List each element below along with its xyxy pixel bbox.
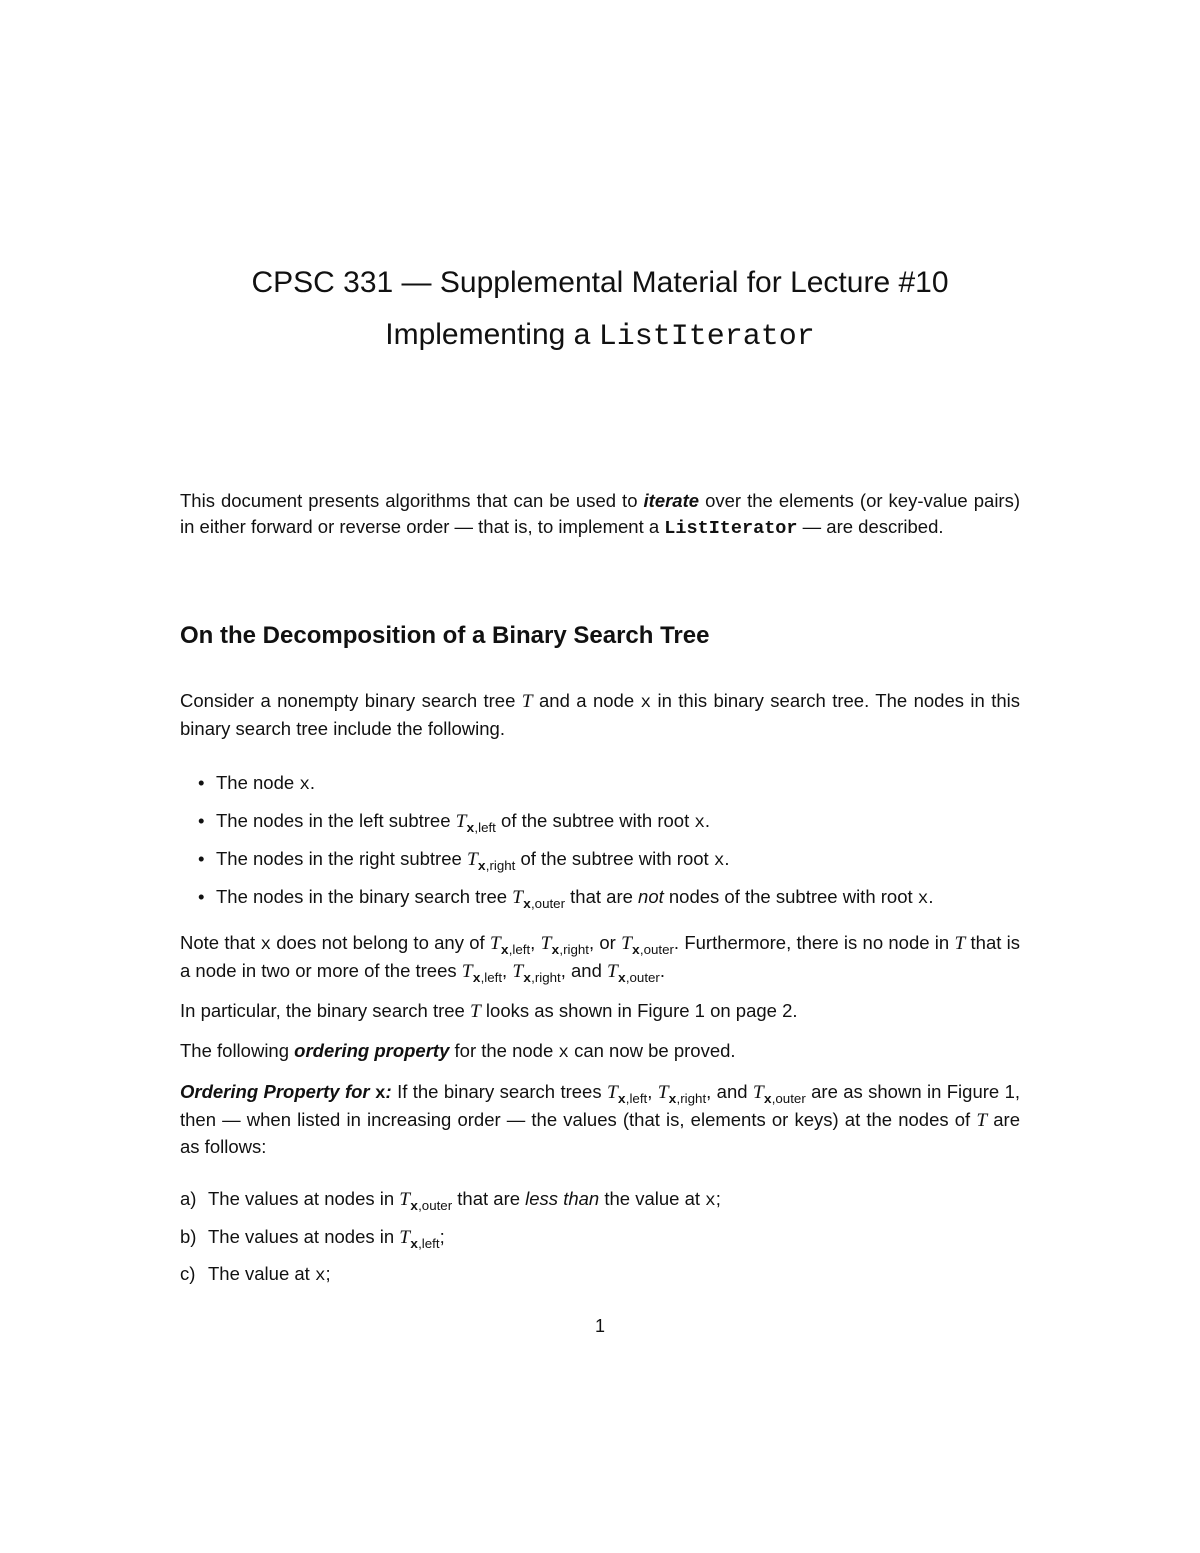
- subscript-label: right: [563, 941, 589, 957]
- item-label: b): [180, 1226, 197, 1247]
- math-T: T: [489, 933, 501, 954]
- subscript: [523, 896, 565, 911]
- subscript: [523, 970, 561, 985]
- note-text: Note that: [180, 932, 261, 953]
- consider-text-1: Consider a nonempty binary search tree: [180, 690, 522, 711]
- subscript-comma: ,: [508, 941, 513, 957]
- subscript-label: outer: [775, 1090, 806, 1106]
- consider-text-2: and a node: [532, 690, 641, 711]
- bullet-dot: •: [198, 810, 205, 831]
- subscript-comma: ,: [418, 1235, 422, 1251]
- intro-text-1: This document presents algorithms that can be used to: [180, 490, 644, 511]
- subscript-comma: ,: [771, 1090, 776, 1106]
- subscript-label: left: [512, 941, 531, 957]
- consider-paragraph: [180, 688, 1020, 742]
- subscript-label: outer: [643, 941, 674, 957]
- math-T: T: [461, 961, 473, 982]
- following-text: for the node: [449, 1040, 559, 1061]
- subtitle-prefix: Implementing a: [385, 318, 599, 351]
- subscript-x: x: [523, 970, 532, 986]
- bullet-dot: •: [198, 886, 205, 907]
- consider-text-3: in this binary search tree. The nodes in this binary search tree include the following.: [180, 690, 1020, 739]
- note-text: that is a node in two or more of the trees: [180, 932, 1020, 981]
- item-text: that are: [452, 1188, 526, 1209]
- subscript-x: x: [617, 970, 626, 986]
- subscript: [410, 1236, 439, 1251]
- subscript: [764, 1091, 806, 1106]
- bullet-text: .: [724, 848, 730, 869]
- note-text: . Furthermore, there is no node in: [673, 932, 955, 953]
- following-text: The following: [180, 1040, 295, 1061]
- document-subtitle: [0, 315, 1200, 357]
- list-item: [198, 884, 1020, 912]
- ordering-text: , and: [706, 1081, 753, 1102]
- item-text: ;: [715, 1188, 721, 1209]
- item-text: ;: [325, 1263, 331, 1284]
- note-text: .: [659, 960, 665, 981]
- subscript-comma: ,: [474, 819, 479, 835]
- note-paragraph: [180, 930, 1020, 985]
- math-x: x: [713, 851, 725, 871]
- particular-text: looks as shown in Figure 1 on page 2.: [480, 1000, 798, 1021]
- bullet-text: of the subtree with root: [515, 848, 714, 869]
- math-T: T: [657, 1082, 669, 1103]
- math-x: x: [299, 775, 310, 795]
- subscript-comma: ,: [559, 941, 564, 957]
- subscript: [618, 970, 660, 985]
- ordering-text: are as follows:: [180, 1109, 1020, 1157]
- math-x: x: [640, 693, 652, 713]
- ordering-text: are as shown in Figure 1, then — when listed in increasing order — the values (that is, elements or keys) at the nodes of: [180, 1081, 1020, 1130]
- bullet-text: The nodes in the right subtree: [216, 848, 467, 869]
- intro-code: ListIterator: [664, 518, 798, 539]
- subscript-label: outer: [629, 969, 660, 985]
- subscript-x: x: [500, 942, 509, 958]
- ordering-property-paragraph: [180, 1079, 1020, 1160]
- ordering-text: If the binary search trees: [391, 1081, 607, 1102]
- subscript-label: left: [478, 819, 496, 835]
- math-x: x: [314, 1266, 326, 1286]
- subscript-x: x: [551, 942, 560, 958]
- bullet-text: The nodes in the left subtree: [216, 810, 456, 831]
- subscript-comma: ,: [418, 1197, 422, 1213]
- math-T: T: [469, 1001, 481, 1022]
- note-text: does not belong to any of: [271, 932, 490, 953]
- intro-paragraph: [180, 488, 1020, 542]
- subscript-x: x: [668, 1091, 677, 1107]
- subscript: [478, 858, 516, 873]
- intro-block: [180, 488, 1020, 542]
- math-x: x: [260, 935, 271, 955]
- math-T: T: [512, 887, 523, 908]
- item-text: The value at: [208, 1263, 315, 1284]
- subscript: [501, 942, 530, 957]
- list-item: [198, 846, 1020, 874]
- bullet-text: .: [704, 810, 711, 831]
- ordering-text: ,: [647, 1081, 658, 1102]
- bullet-text: nodes of the subtree with root: [663, 886, 918, 907]
- math-T: T: [512, 961, 524, 982]
- intro-text-3: — are described.: [797, 516, 944, 537]
- subscript-x: x: [477, 858, 486, 874]
- list-item: [198, 808, 1020, 836]
- math-x: x: [694, 813, 705, 833]
- emphasis-not: not: [638, 886, 664, 907]
- math-T: T: [976, 1110, 988, 1131]
- subtitle-code: ListIterator: [598, 320, 815, 354]
- following-paragraph: [180, 1038, 1020, 1066]
- subscript-comma: ,: [625, 969, 630, 985]
- ordering-label-colon: :: [385, 1081, 392, 1102]
- subscript-label: left: [629, 1090, 648, 1106]
- item-label: a): [180, 1188, 197, 1209]
- subscript-x: x: [410, 1198, 419, 1214]
- math-T: T: [954, 933, 966, 954]
- subscript-x: x: [763, 1091, 772, 1107]
- list-item: [198, 770, 1020, 798]
- subscript: [551, 942, 589, 957]
- subscript-label: right: [534, 969, 561, 985]
- item-text: the value at: [599, 1188, 706, 1209]
- section-heading: On the Decomposition of a Binary Search Tree: [180, 622, 710, 649]
- item-text: ;: [439, 1226, 445, 1247]
- bullet-text: The nodes in the binary search tree: [216, 886, 513, 907]
- subscript-label: outer: [534, 895, 566, 911]
- note-text: ,: [530, 932, 541, 953]
- bullet-text: that are: [565, 886, 639, 907]
- subscript: [632, 942, 674, 957]
- bullet-text: .: [309, 772, 316, 793]
- subscript-comma: ,: [625, 1090, 630, 1106]
- subscript-x: x: [617, 1091, 626, 1107]
- item-text: The values at nodes in: [208, 1226, 400, 1247]
- subscript-label: outer: [421, 1197, 453, 1213]
- node-bullet-list: [180, 770, 1020, 912]
- subscript-x: x: [522, 896, 531, 912]
- note-text: ,: [502, 960, 513, 981]
- list-item: [180, 1224, 1020, 1251]
- math-x: x: [917, 889, 929, 909]
- subscript: [618, 1091, 647, 1106]
- subscript-comma: ,: [480, 969, 485, 985]
- math-T: T: [606, 1082, 618, 1103]
- subscript-comma: ,: [531, 969, 535, 985]
- ordering-label: Ordering Property for: [180, 1081, 375, 1102]
- math-T: T: [399, 1189, 411, 1210]
- note-text: , or: [588, 932, 622, 953]
- document-title: CPSC 331 — Supplemental Material for Lecture #10: [251, 266, 949, 299]
- bullet-dot: •: [198, 772, 205, 793]
- math-T: T: [466, 849, 478, 870]
- subscript-x: x: [410, 1236, 419, 1252]
- subscript-comma: ,: [530, 895, 535, 911]
- subscript-x: x: [472, 970, 481, 986]
- page-number: 1: [594, 1316, 605, 1336]
- bullet-text: of the subtree with root: [495, 810, 695, 831]
- math-T: T: [399, 1227, 411, 1248]
- subscript-comma: ,: [676, 1090, 681, 1106]
- bullet-text: The node: [216, 772, 300, 793]
- item-text: The values at nodes in: [208, 1188, 400, 1209]
- math-T: T: [607, 961, 618, 982]
- particular-paragraph: [180, 998, 1020, 1025]
- math-T: T: [540, 933, 552, 954]
- emphasis-less-than: less than: [525, 1188, 600, 1209]
- subscript: [669, 1091, 707, 1106]
- math-T: T: [752, 1082, 764, 1103]
- title-block: [0, 263, 1200, 357]
- subscript: [473, 970, 502, 985]
- list-item: [180, 1261, 1020, 1289]
- bullet-text: .: [928, 886, 934, 907]
- math-x: x: [558, 1043, 569, 1063]
- math-T: T: [455, 811, 467, 832]
- bullet-dot: •: [198, 848, 205, 869]
- subscript-comma: ,: [485, 857, 490, 873]
- subscript: [466, 820, 495, 835]
- following-text: can now be proved.: [568, 1040, 736, 1061]
- math-x: x: [705, 1191, 716, 1211]
- subscript-x: x: [466, 820, 475, 836]
- note-text: , and: [560, 960, 608, 981]
- particular-text: In particular, the binary search tree: [180, 1000, 470, 1021]
- subscript-label: left: [484, 969, 503, 985]
- subscript-label: right: [680, 1090, 707, 1106]
- math-T: T: [521, 691, 533, 712]
- item-label: c): [180, 1263, 196, 1284]
- ordering-property-term: ordering property: [294, 1040, 450, 1061]
- subscript-label: left: [421, 1235, 440, 1251]
- subscript-comma: ,: [639, 941, 644, 957]
- subscript: [410, 1198, 452, 1213]
- list-item: [180, 1186, 1020, 1214]
- section-body: [180, 688, 1020, 1299]
- iterate-term: iterate: [643, 490, 700, 511]
- ordering-list: [180, 1186, 1020, 1289]
- intro-text-2: over the elements (or key-value pairs) in either forward or reverse order — that is, to implement a: [180, 490, 1021, 537]
- math-T: T: [621, 933, 632, 954]
- subscript-x: x: [631, 942, 640, 958]
- subscript-label: right: [489, 857, 516, 873]
- math-x: x: [374, 1084, 386, 1104]
